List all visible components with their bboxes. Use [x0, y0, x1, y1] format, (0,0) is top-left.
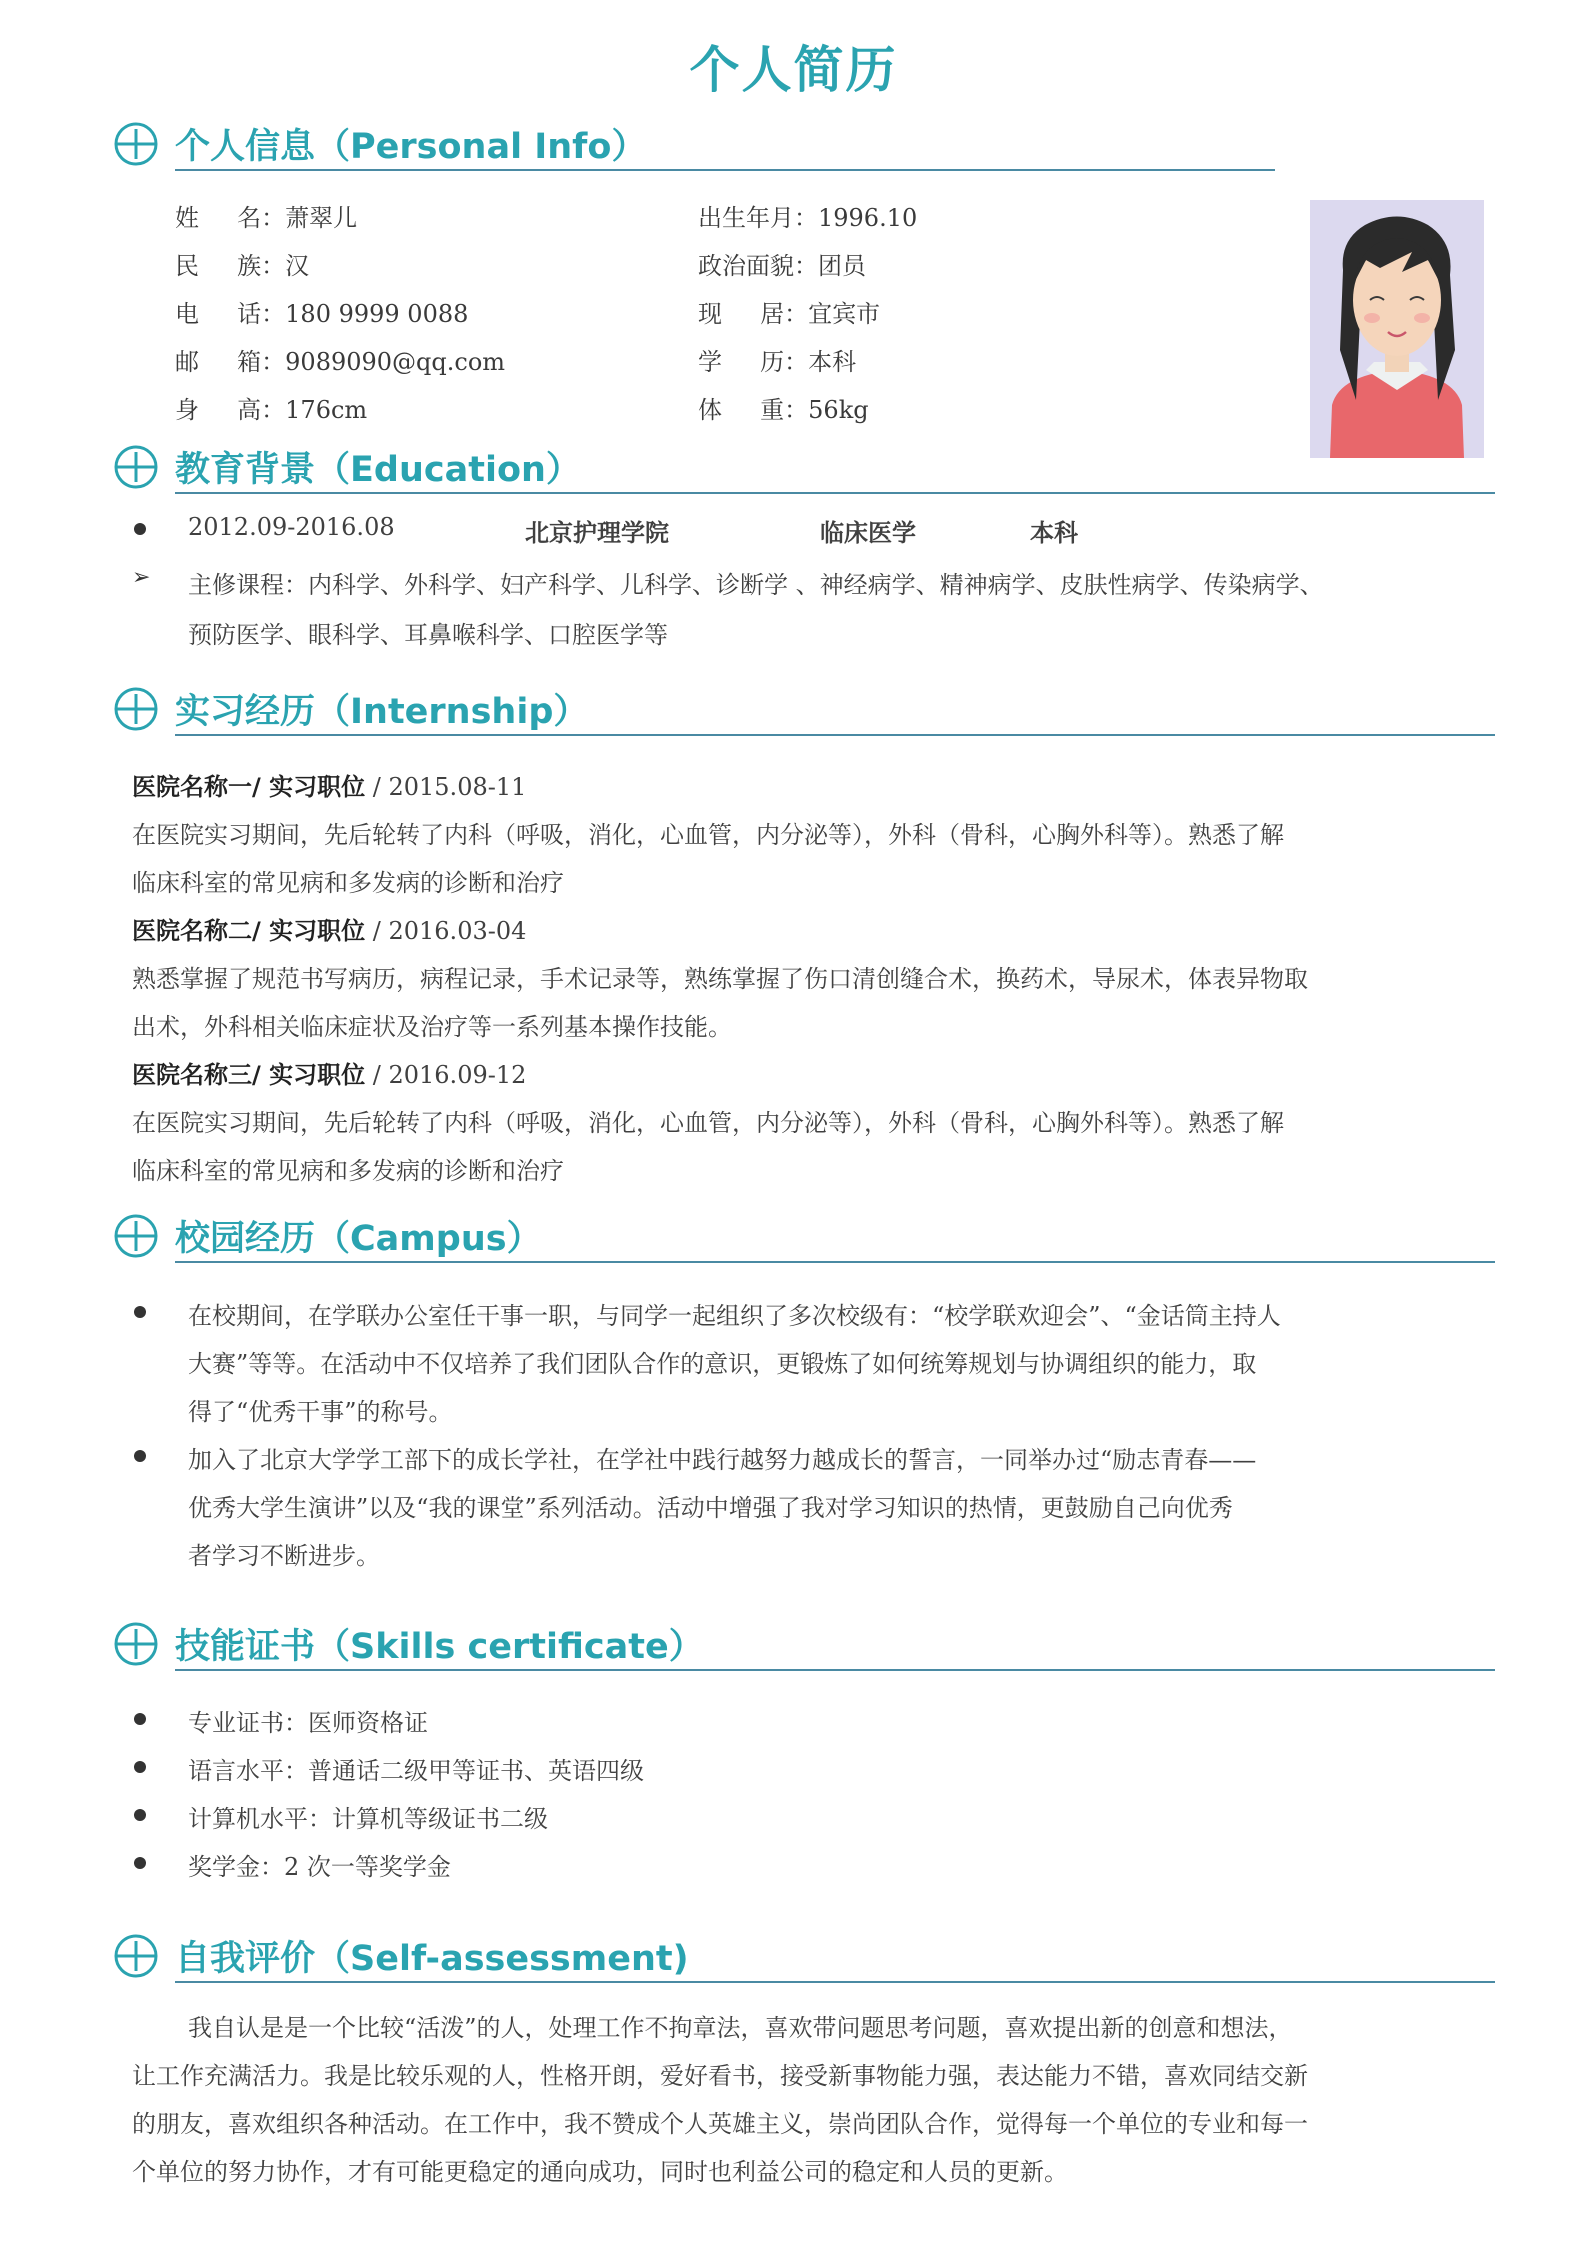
section-title-info: 个人信息（Personal Info） [175, 127, 647, 167]
internship-2-line1: 熟悉掌握了规范书写病历，病程记录，手术记录等，熟练掌握了伤口清创缝合术，换药术，导尿术，体表异物取 [132, 965, 1308, 993]
plus-circle-icon [113, 686, 159, 732]
skill-item: 语言水平：普通话二级甲等证书、英语四级 [188, 1757, 644, 1785]
self-line2: 让工作充满活力。我是比较乐观的人，性格开朗，爱好看书，接受新事物能力强，表达能力不错，喜欢同结交新 [132, 2062, 1308, 2090]
campus-1-line3: 得了“优秀干事”的称号。 [188, 1398, 453, 1426]
section-title-skills: 技能证书（Skills certificate） [175, 1627, 704, 1667]
internship-1-header: 医院名称一/ 实习职位 / 2015.08-11 [132, 773, 527, 801]
section-title-internship: 实习经历（Internship） [175, 692, 589, 732]
bullet-dot [134, 1713, 146, 1725]
campus-1-line1: 在校期间，在学联办公室任干事一职，与同学一起组织了多次校级有：“校学联欢迎会”、“金话筒主持人 [188, 1302, 1281, 1330]
section-divider [175, 734, 1495, 736]
bullet-dot [134, 1761, 146, 1773]
skill-item: 专业证书：医师资格证 [188, 1709, 428, 1737]
residence-value: 宜宾市 [808, 300, 881, 328]
arrow-icon: ➢ [132, 565, 151, 590]
internship-3-line2: 临床科室的常见病和多发病的诊断和治疗 [132, 1157, 564, 1185]
phone-value: 180 9999 0088 [285, 300, 469, 328]
degree-value: 本科 [808, 348, 857, 376]
birth-value: 1996.10 [818, 204, 918, 232]
edu-school: 北京护理学院 [525, 519, 669, 547]
section-divider [175, 1669, 1495, 1671]
political-value: 团员 [818, 252, 866, 280]
edu-period: 2012.09-2016.08 [188, 513, 395, 541]
internship-1-line1: 在医院实习期间，先后轮转了内科（呼吸，消化，心血管，内分泌等），外科（骨科，心胸外科等）。熟悉了解 [132, 821, 1284, 849]
section-title-campus: 校园经历（Campus） [175, 1219, 542, 1259]
internship-2-line2: 出术，外科相关临床症状及治疗等一系列基本操作技能。 [132, 1013, 732, 1041]
section-divider [175, 1981, 1495, 1983]
plus-circle-icon [113, 1213, 159, 1259]
internship-2-header: 医院名称二/ 实习职位 / 2016.03-04 [132, 917, 527, 945]
bullet-dot [134, 1306, 146, 1318]
bullet-dot [134, 1809, 146, 1821]
name-value: 萧翠儿 [285, 204, 358, 232]
campus-2-line2: 优秀大学生演讲”以及“我的课堂”系列活动。活动中增强了我对学习知识的热情，更鼓励自己向优秀 [188, 1494, 1233, 1522]
internship-1-line2: 临床科室的常见病和多发病的诊断和治疗 [132, 869, 564, 897]
avatar [1310, 200, 1484, 458]
edu-courses-line1: 主修课程：内科学、外科学、妇产科学、儿科学、诊断学 、神经病学、精神病学、皮肤性病学、传染病学、 [188, 571, 1324, 599]
ethnic-value: 汉 [285, 252, 310, 280]
internship-3-line1: 在医院实习期间，先后轮转了内科（呼吸，消化，心血管，内分泌等），外科（骨科，心胸外科等）。熟悉了解 [132, 1109, 1284, 1137]
plus-circle-icon [113, 121, 159, 167]
section-divider [175, 492, 1495, 494]
plus-circle-icon [113, 1621, 159, 1667]
edu-level: 本科 [1030, 519, 1078, 547]
self-line1: 我自认是是一个比较“活泼”的人，处理工作不拘章法，喜欢带问题思考问题，喜欢提出新的创意和想法， [188, 2014, 1293, 2042]
internship-3-header: 医院名称三/ 实习职位 / 2016.09-12 [132, 1061, 527, 1089]
plus-circle-icon [113, 1933, 159, 1979]
campus-2-line1: 加入了北京大学学工部下的成长学社，在学社中践行越努力越成长的誓言，一同举办过“励志青春—— [188, 1446, 1257, 1474]
height-value: 176cm [285, 396, 368, 424]
edu-courses-line2: 预防医学、眼科学、耳鼻喉科学、口腔医学等 [188, 621, 668, 649]
campus-1-line2: 大赛”等等。在活动中不仅培养了我们团队合作的意识，更锻炼了如何统筹规划与协调组织的能力，取 [188, 1350, 1257, 1378]
skill-item: 奖学金：2 次一等奖学金 [188, 1853, 451, 1881]
bullet-dot [134, 1857, 146, 1869]
email-value: 9089090@qq.com [285, 348, 506, 376]
plus-circle-icon [113, 444, 159, 490]
section-title-education: 教育背景（Education） [175, 450, 581, 490]
edu-major: 临床医学 [820, 519, 916, 547]
weight-value: 56kg [808, 396, 869, 424]
page-title: 个人简历 [689, 41, 898, 99]
skill-item: 计算机水平：计算机等级证书二级 [188, 1805, 548, 1833]
self-line4: 个单位的努力协作，才有可能更稳定的通向成功，同时也利益公司的稳定和人员的更新。 [132, 2158, 1068, 2186]
bullet-dot [134, 523, 146, 535]
section-divider [175, 169, 1275, 171]
bullet-dot [134, 1450, 146, 1462]
section-divider [175, 1261, 1495, 1263]
section-title-self: 自我评价（Self-assessment) [175, 1939, 689, 1979]
campus-2-line3: 者学习不断进步。 [188, 1542, 380, 1570]
self-line3: 的朋友，喜欢组织各种活动。在工作中，我不赞成个人英雄主义，崇尚团队合作，觉得每一个单位的专业和每一 [132, 2110, 1308, 2138]
